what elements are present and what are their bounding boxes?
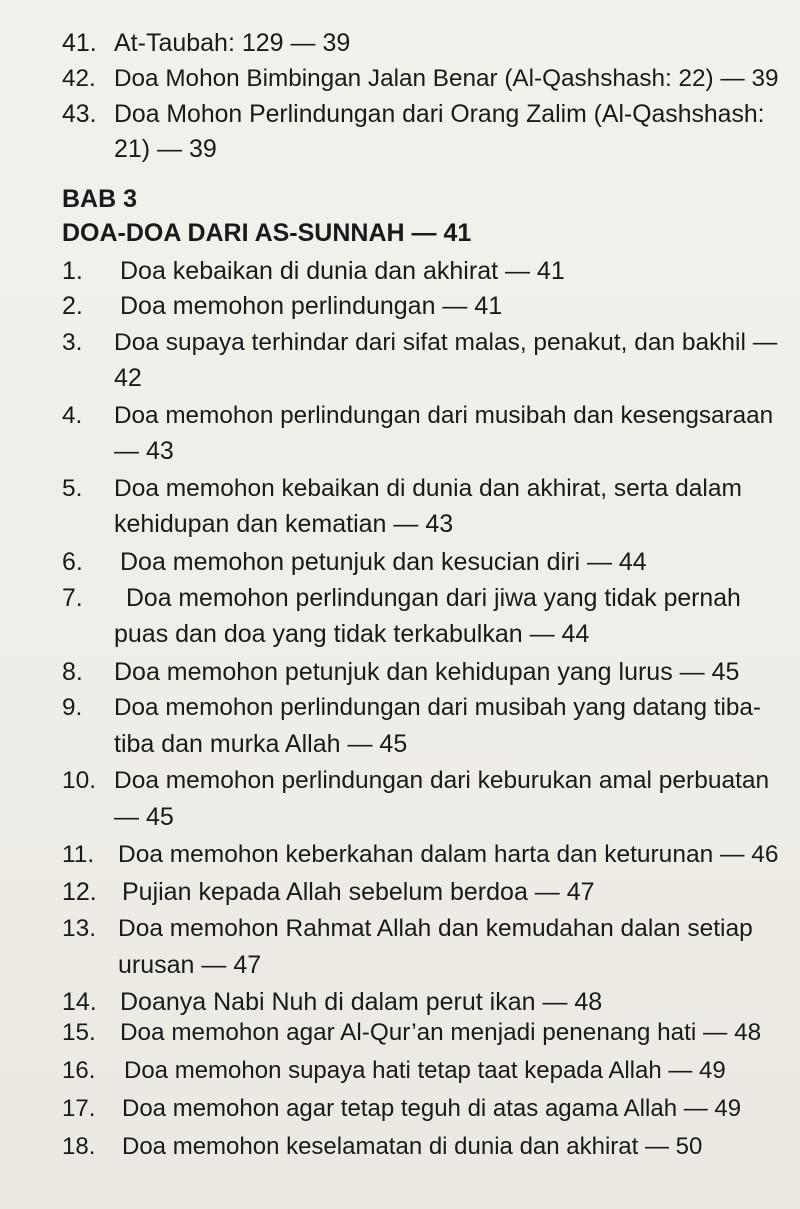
entry-number: 10. xyxy=(62,767,97,794)
entry-text-continued: — 43 xyxy=(114,437,174,465)
entry-number: 6. xyxy=(62,548,83,576)
toc-entry-17 xyxy=(62,1094,741,1124)
entry-text-continued: puas dan doa yang tidak terkabulkan — 44 xyxy=(114,620,590,648)
entry-number: 12. xyxy=(62,878,97,906)
entry-text-continued: 21) — 39 xyxy=(114,135,217,163)
entry-number: 8. xyxy=(62,658,83,686)
toc-entry-15 xyxy=(62,1018,761,1048)
toc-entry-11 xyxy=(62,840,779,870)
chapter-label: BAB 3 xyxy=(62,185,138,213)
toc-entry-43-cont xyxy=(114,134,217,164)
entry-number: 1. xyxy=(62,257,83,285)
entry-number: 4. xyxy=(62,402,83,429)
entry-text-continued: urusan — 47 xyxy=(118,951,262,979)
entry-number: 14. xyxy=(62,988,97,1016)
entry-text: Doa memohon perlindungan dari musibah dan kesengsaraan xyxy=(114,402,774,429)
entry-text: Doa memohon perlindungan — 41 xyxy=(120,292,503,320)
entry-number: 3. xyxy=(62,329,83,356)
toc-entry-5 xyxy=(62,474,742,504)
entry-number: 5. xyxy=(62,475,83,502)
toc-entry-42 xyxy=(62,64,778,94)
entry-text: Doa memohon petunjuk dan kesucian diri — 44 xyxy=(120,548,647,576)
entry-text-continued: — 45 xyxy=(114,803,174,831)
toc-entry-9 xyxy=(62,693,761,723)
entry-number: 41. xyxy=(62,29,97,57)
entry-text: Doa memohon perlindungan dari musibah yang datang tiba- xyxy=(114,694,761,721)
entry-number: 2. xyxy=(62,292,83,320)
toc-entry-2 xyxy=(62,291,502,321)
toc-entry-5-cont xyxy=(114,509,453,539)
entry-number: 42. xyxy=(62,65,96,92)
entry-text: Doa Mohon Perlindungan dari Orang Zalim (Al-Qashshash: xyxy=(114,101,765,128)
entry-text: At-Taubah: 129 — 39 xyxy=(114,29,351,57)
entry-text: Doa memohon perlindungan dari jiwa yang tidak pernah xyxy=(126,585,741,612)
toc-entry-14 xyxy=(62,987,602,1017)
toc-entry-3-cont xyxy=(114,363,142,393)
entry-text: Doa memohon supaya hati tetap taat kepada Allah — 49 xyxy=(124,1057,726,1084)
entry-text: Doanya Nabi Nuh di dalam perut ikan — 48 xyxy=(120,988,603,1016)
entry-text: Doa memohon keselamatan di dunia dan akhirat — 50 xyxy=(122,1133,703,1160)
toc-entry-16 xyxy=(62,1056,726,1086)
entry-text: Doa memohon agar Al-Qur’an menjadi penenang hati — 48 xyxy=(120,1019,762,1046)
toc-entry-4-cont xyxy=(114,436,174,466)
entry-text-continued: 42 xyxy=(114,364,142,392)
entry-text: Doa kebaikan di dunia dan akhirat — 41 xyxy=(120,257,565,285)
toc-entry-4 xyxy=(62,401,773,431)
entry-text: Doa memohon petunjuk dan kehidupan yang lurus — 45 xyxy=(114,658,740,686)
toc-entry-8 xyxy=(62,657,739,687)
entry-number: 11. xyxy=(62,841,95,868)
toc-entry-7-cont xyxy=(114,619,589,649)
toc-entry-12 xyxy=(62,877,595,907)
entry-number: 9. xyxy=(62,694,83,721)
entry-number: 13. xyxy=(62,915,97,942)
entry-text: Doa memohon perlindungan dari keburukan amal perbuatan xyxy=(114,767,770,794)
entry-text: Doa memohon keberkahan dalam harta dan keturunan — 46 xyxy=(118,841,779,868)
entry-text-continued: tiba dan murka Allah — 45 xyxy=(114,730,408,758)
chapter-title: DOA-DOA DARI AS-SUNNAH — 41 xyxy=(62,219,472,247)
entry-text: Doa supaya terhindar dari sifat malas, penakut, dan bakhil — xyxy=(114,329,778,356)
entry-number: 7. xyxy=(62,585,83,612)
toc-entry-9-cont xyxy=(114,729,407,759)
entry-number: 17. xyxy=(62,1095,96,1122)
toc-entry-13 xyxy=(62,914,753,944)
entry-text: Doa memohon agar tetap teguh di atas agama Allah — 49 xyxy=(122,1095,742,1122)
toc-entry-3 xyxy=(62,328,777,358)
entry-text: Doa Mohon Bimbingan Jalan Benar (Al-Qashshash: 22) — 39 xyxy=(114,65,779,92)
toc-entry-10 xyxy=(62,766,769,796)
toc-entry-41 xyxy=(62,28,350,58)
toc-entry-18 xyxy=(62,1132,702,1162)
toc-entry-7 xyxy=(62,584,741,614)
entry-number: 18. xyxy=(62,1133,96,1160)
toc-entry-10-cont xyxy=(114,802,174,832)
toc-entry-1 xyxy=(62,256,565,286)
entry-number: 15. xyxy=(62,1019,96,1046)
entry-text: Pujian kepada Allah sebelum berdoa — 47 xyxy=(122,878,595,906)
entry-text: Doa memohon kebaikan di dunia dan akhirat, serta dalam xyxy=(114,475,742,502)
entry-text-continued: kehidupan dan kematian — 43 xyxy=(114,510,454,538)
entry-number: 16. xyxy=(62,1057,96,1084)
toc-entry-13-cont xyxy=(118,950,261,980)
toc-entry-6 xyxy=(62,547,647,577)
entry-number: 43. xyxy=(62,101,97,128)
entry-text: Doa memohon Rahmat Allah dan kemudahan dalan setiap xyxy=(118,915,753,942)
toc-entry-43 xyxy=(62,100,765,130)
